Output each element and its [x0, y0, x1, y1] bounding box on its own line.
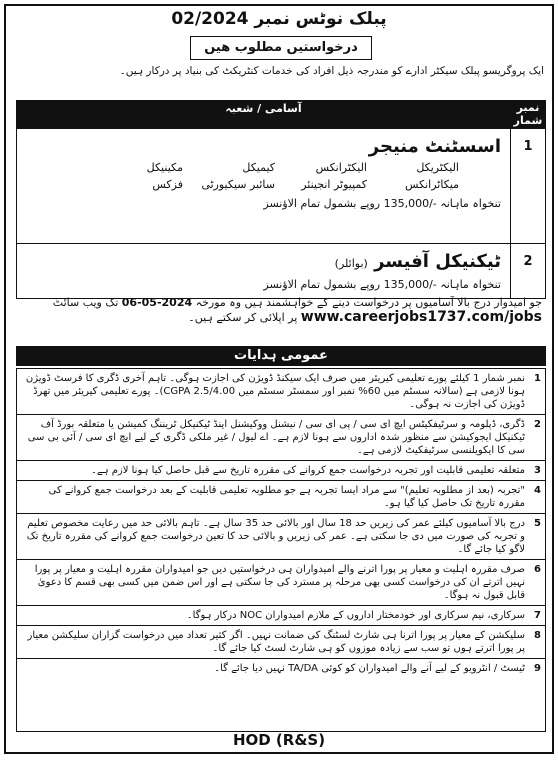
salary-line: [18, 197, 501, 210]
guideline-item: [17, 461, 545, 481]
guideline-item: [17, 606, 545, 626]
post-qualification: (بوائلر): [334, 257, 368, 270]
guideline-number: 6: [534, 564, 541, 575]
apply-instructions: [16, 296, 542, 325]
speciality: میکاٹرانکس: [405, 178, 459, 191]
guideline-number: 8: [534, 630, 541, 641]
guideline-number: 9: [534, 663, 541, 674]
guideline-item: [17, 659, 545, 678]
guideline-item: [17, 369, 545, 415]
guideline-number: 2: [534, 419, 541, 430]
speciality-row: [18, 161, 459, 174]
posts-table: [16, 100, 546, 299]
apply-text-2: تک ویب سائٹ: [52, 296, 119, 309]
speciality-row: [18, 178, 459, 191]
guideline-item: [17, 626, 545, 659]
salary-suffix: روپے بشمول تمام الاؤنسز: [263, 278, 381, 291]
guideline-text: درج بالا آسامیوں کیلئے عمر کی زیریں حد 18 سال اور بالائی حد 35 سال ہے۔ تاہم بالائی حد میں رعایت مخصوص تعلیم و تجربہ کی صورت میں دی جا سکتی ہے۔ عمر کی زیریں و بالائی حد کا تعین درخواست جمع کروانے کی مقررہ تاریخ تک لاگو کیا جائے گا۔: [26, 518, 525, 555]
apply-text-1: جو امیدوار درج بالا آسامیوں پر درخواست دینے کے خواہشمند ہیں وہ مورخہ: [195, 296, 542, 309]
guideline-number: 7: [534, 610, 541, 621]
notice-title: پبلک نوٹس نمبر 02/2024: [171, 9, 387, 29]
guideline-number: 1: [534, 373, 541, 384]
guideline-text: صرف مقررہ اہلیت و معیار پر پورا اترنے والے امیدواران ہی درخواستیں دیں جو امیدواران مقررہ اہلیت و معیار پر پورا نہیں اترتے ان کی درخواست کسی بھی مرحلہ پر مسترد کی جا سکتی ہے اور اس ضمن میں کسی بھی قسم کا دعویٰ قابل قبول نہ ہوگا۔: [34, 564, 525, 601]
header-number: نمبر شمار: [511, 101, 546, 129]
intro-text: ایک پروگریسو پبلک سیکٹر ادارے کو مندرجہ ذیل افراد کی خدمات کنٹریکٹ کی بنیاد پر درکار ہیں۔: [119, 65, 544, 77]
header-post: آسامی / شعبہ: [17, 101, 511, 129]
speciality: کیمیکل: [242, 161, 275, 174]
guideline-text: "تجربہ (بعد از مطلوبہ تعلیم)" سے مراد ایسا تجربہ ہے جو مطلوبہ تعلیمی قابلیت کے بعد درخواست جمع کروانے کی مقررہ تاریخ تک حاصل کیا گیا ہو۔: [48, 485, 525, 509]
post-row-2: [17, 244, 546, 299]
public-notice: [4, 4, 554, 754]
post-title: [18, 251, 501, 272]
salary-label: تنخواہ ماہانہ: [440, 278, 501, 291]
guideline-number: 5: [534, 518, 541, 529]
notice-subtitle: درخواستیں مطلوب ھیں: [190, 36, 372, 60]
salary-amount: 135,000/-: [383, 197, 437, 210]
speciality: الیکٹرانکس: [315, 161, 367, 174]
guidelines-heading: عمومی ہدایات: [16, 346, 546, 366]
guidelines-list: [16, 368, 546, 732]
guideline-text: سرکاری، نیم سرکاری اور خودمختار اداروں کے ملازم امیدواران NOC درکار ہوگا۔: [186, 610, 525, 621]
speciality: مکینیکل: [146, 161, 183, 174]
guideline-item: [17, 481, 545, 514]
guideline-text: نمبر شمار 1 کیلئے پورے تعلیمی کیریئر میں صرف ایک سیکنڈ ڈویژن کی اجازت ہوگی۔ تاہم آخری ڈگری کا فرسٹ ڈویژن ہونا لازمی ہے (سالانہ سسٹم میں 60% نمبر اور سمسٹر سسٹم میں CGPA 2.5/4.00)۔ پورے تعلیمی کیریئر میں تھرڈ ڈویژن کی اجازت نہ ہوگی۔: [25, 373, 525, 410]
footer-signature: HOD (R&S): [232, 731, 326, 749]
apply-text-3: پر اپلائی کر سکتے ہیں۔: [188, 311, 298, 324]
speciality: فزکس: [152, 178, 183, 191]
guideline-number: 3: [534, 465, 541, 476]
website-link[interactable]: www.careerjobs1737.com/jobs: [300, 309, 542, 325]
post-title-text: ٹیکنیکل آفیسر: [374, 251, 501, 272]
deadline-date: 06-05-2024: [121, 296, 193, 309]
guideline-item: [17, 514, 545, 560]
post-title: اسسٹنٹ منیجر: [368, 136, 501, 157]
guideline-item: [17, 415, 545, 461]
guideline-text: سلیکشن کے معیار پر پورا اترنا ہی شارٹ لسٹنگ کی ضمانت نہیں۔ اگر کثیر تعداد میں درخواست گزاران سلیکشن معیار پر پورا اترتے ہوں تو سب سے زیادہ موزوں کو ہی شارٹ لسٹ کیا جائے گا۔: [27, 630, 525, 654]
speciality: سائبر سیکیورٹی: [201, 178, 275, 191]
salary-amount: 135,000/-: [383, 278, 437, 291]
speciality: کمپیوٹر انجینئر: [301, 178, 367, 191]
guideline-item: [17, 560, 545, 606]
post-row-1: [17, 129, 546, 244]
guideline-text: متعلقہ تعلیمی قابلیت اور تجربہ درخواست جمع کروانے کی مقررہ تاریخ سے قبل حاصل کیا ہونا لازم ہے۔: [90, 465, 525, 476]
salary-suffix: روپے بشمول تمام الاؤنسز: [263, 197, 381, 210]
speciality: الیکٹریکل: [416, 161, 459, 174]
salary-line: [18, 278, 501, 291]
guideline-text: ٹیسٹ / انٹرویو کے لیے آنے والے امیدواران کو کوئی TA/DA نہیں دیا جائے گا۔: [214, 663, 525, 674]
post-number: 1: [511, 129, 546, 244]
guideline-number: 4: [534, 485, 541, 496]
salary-label: تنخواہ ماہانہ: [440, 197, 501, 210]
posts-header-row: [17, 101, 546, 129]
guideline-text: ڈگری، ڈپلومہ و سرٹیفکیٹس ایچ ای سی / پی ای سی / نیشنل ووکیشنل اینڈ ٹیکنیکل ٹریننگ کمیشن یا متعلقہ بورڈ آف ٹیکنیکل ایجوکیشن سے منظور شدہ اداروں سے ہونا لازم ہے۔ اے لیول / غیر ملکی ڈگری کے لیے ایچ ای سی / آئی بی سی سی کا ایکویلنسی سرٹیفکیٹ لازمی ہے۔: [27, 419, 525, 456]
post-number: 2: [511, 244, 546, 299]
